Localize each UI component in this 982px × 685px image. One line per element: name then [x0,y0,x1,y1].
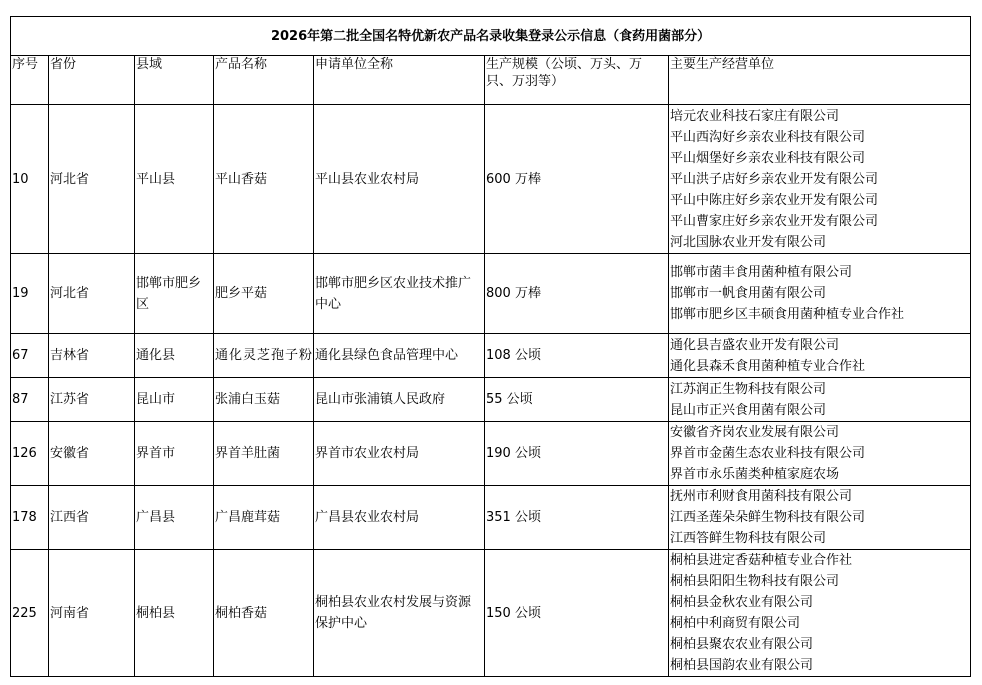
operator-item: 通化县森禾食用菌种植专业合作社 [670,358,866,374]
operator-item: 邯郸市肥乡区丰硕食用菌种植专业合作社 [670,307,905,322]
cell-applicant: 平山县农业农村局 [314,105,485,254]
operator-item: 桐柏中利商贸有限公司 [670,616,801,631]
operator-item: 界首市金菌生态农业科技有限公司 [670,446,866,461]
operator-item: 平山洪子店好乡亲农业开发有限公司 [670,171,879,187]
operator-item: 江苏润正生物科技有限公司 [670,381,827,397]
table-row [11,334,971,378]
cell-applicant: 桐柏县农业农村发展与资源保护中心 [314,550,485,677]
table-row [11,550,971,677]
header-seq: 序号 [11,56,49,105]
cell-applicant: 通化县绿色食品管理中心 [314,334,485,378]
operator-item: 平山西沟好乡亲农业科技有限公司 [670,129,866,145]
cell-operators [669,378,971,422]
operator-item: 桐柏县金秋农业有限公司 [670,595,814,610]
operator-item: 平山中陈庄好乡亲农业开发有限公司 [670,192,879,208]
cell-province: 江苏省 [49,378,135,422]
cell-product: 肥乡平菇 [214,254,314,334]
cell-seq: 87 [11,378,49,422]
cell-product: 平山香菇 [214,105,314,254]
header-province: 省份 [49,56,135,105]
table-row [11,486,971,550]
cell-product: 广昌鹿茸菇 [214,486,314,550]
cell-scale: 351 公顷 [485,486,669,550]
operator-item: 桐柏县进定香菇种植专业合作社 [670,553,853,568]
cell-county: 桐柏县 [135,550,214,677]
operator-item: 昆山市正兴食用菌有限公司 [670,402,827,418]
publicity-table [10,16,971,677]
operator-item: 桐柏县阳阳生物科技有限公司 [670,574,840,589]
cell-seq: 126 [11,422,49,486]
cell-seq: 67 [11,334,49,378]
cell-seq: 10 [11,105,49,254]
header-scale: 生产规模（公顷、万头、万只、万羽等） [485,56,669,105]
cell-seq: 19 [11,254,49,334]
cell-county: 通化县 [135,334,214,378]
cell-province: 河北省 [49,105,135,254]
cell-county: 广昌县 [135,486,214,550]
cell-product: 张浦白玉菇 [214,378,314,422]
cell-county: 邯郸市肥乡区 [135,254,214,334]
operator-item: 江西答鲜生物科技有限公司 [670,531,827,546]
cell-operators [669,254,971,334]
table-body [11,105,971,677]
operator-item: 河北国脉农业开发有限公司 [670,234,827,250]
cell-province: 安徽省 [49,422,135,486]
operator-item: 抚州市利财食用菌科技有限公司 [670,489,853,504]
operator-item: 邯郸市菌丰食用菌种植有限公司 [670,265,853,280]
cell-applicant: 界首市农业农村局 [314,422,485,486]
cell-operators [669,550,971,677]
cell-county: 平山县 [135,105,214,254]
operator-item: 通化县吉盛农业开发有限公司 [670,337,840,353]
cell-seq: 225 [11,550,49,677]
operator-item: 江西圣莲朵朵鲜生物科技有限公司 [670,510,866,525]
cell-scale: 150 公顷 [485,550,669,677]
operator-item: 培元农业科技石家庄有限公司 [670,108,840,124]
cell-scale: 108 公顷 [485,334,669,378]
cell-applicant: 昆山市张浦镇人民政府 [314,378,485,422]
table-row [11,378,971,422]
table-row [11,422,971,486]
cell-county: 昆山市 [135,378,214,422]
cell-scale: 600 万棒 [485,105,669,254]
header-product: 产品名称 [214,56,314,105]
operator-item: 桐柏县国韵农业有限公司 [670,658,814,673]
header-county: 县域 [135,56,214,105]
operator-item: 安徽省齐岗农业发展有限公司 [670,425,840,440]
cell-province: 吉林省 [49,334,135,378]
title-row [11,17,971,56]
operator-item: 桐柏县聚农农业有限公司 [670,637,814,652]
cell-seq: 178 [11,486,49,550]
cell-operators [669,334,971,378]
operator-item: 平山曹家庄好乡亲农业开发有限公司 [670,213,879,229]
cell-product: 通化灵芝孢子粉 [214,334,314,378]
operator-item: 平山烟堡好乡亲农业科技有限公司 [670,150,866,166]
operator-item: 邯郸市一帆食用菌有限公司 [670,286,827,301]
cell-product: 桐柏香菇 [214,550,314,677]
cell-scale: 55 公顷 [485,378,669,422]
header-operators: 主要生产经营单位 [669,56,971,105]
cell-county: 界首市 [135,422,214,486]
cell-applicant: 广昌县农业农村局 [314,486,485,550]
header-applicant: 申请单位全称 [314,56,485,105]
cell-province: 江西省 [49,486,135,550]
header-row [11,56,971,105]
cell-product: 界首羊肚菌 [214,422,314,486]
cell-province: 河北省 [49,254,135,334]
table-title: 2026年第二批全国名特优新农产品名录收集登录公示信息（食药用菌部分） [11,17,971,56]
cell-province: 河南省 [49,550,135,677]
table-row [11,254,971,334]
operator-item: 界首市永乐菌类种植家庭农场 [670,467,840,482]
cell-scale: 190 公顷 [485,422,669,486]
table-row [11,105,971,254]
cell-scale: 800 万棒 [485,254,669,334]
cell-operators [669,105,971,254]
cell-operators [669,422,971,486]
cell-applicant: 邯郸市肥乡区农业技术推广中心 [314,254,485,334]
cell-operators [669,486,971,550]
